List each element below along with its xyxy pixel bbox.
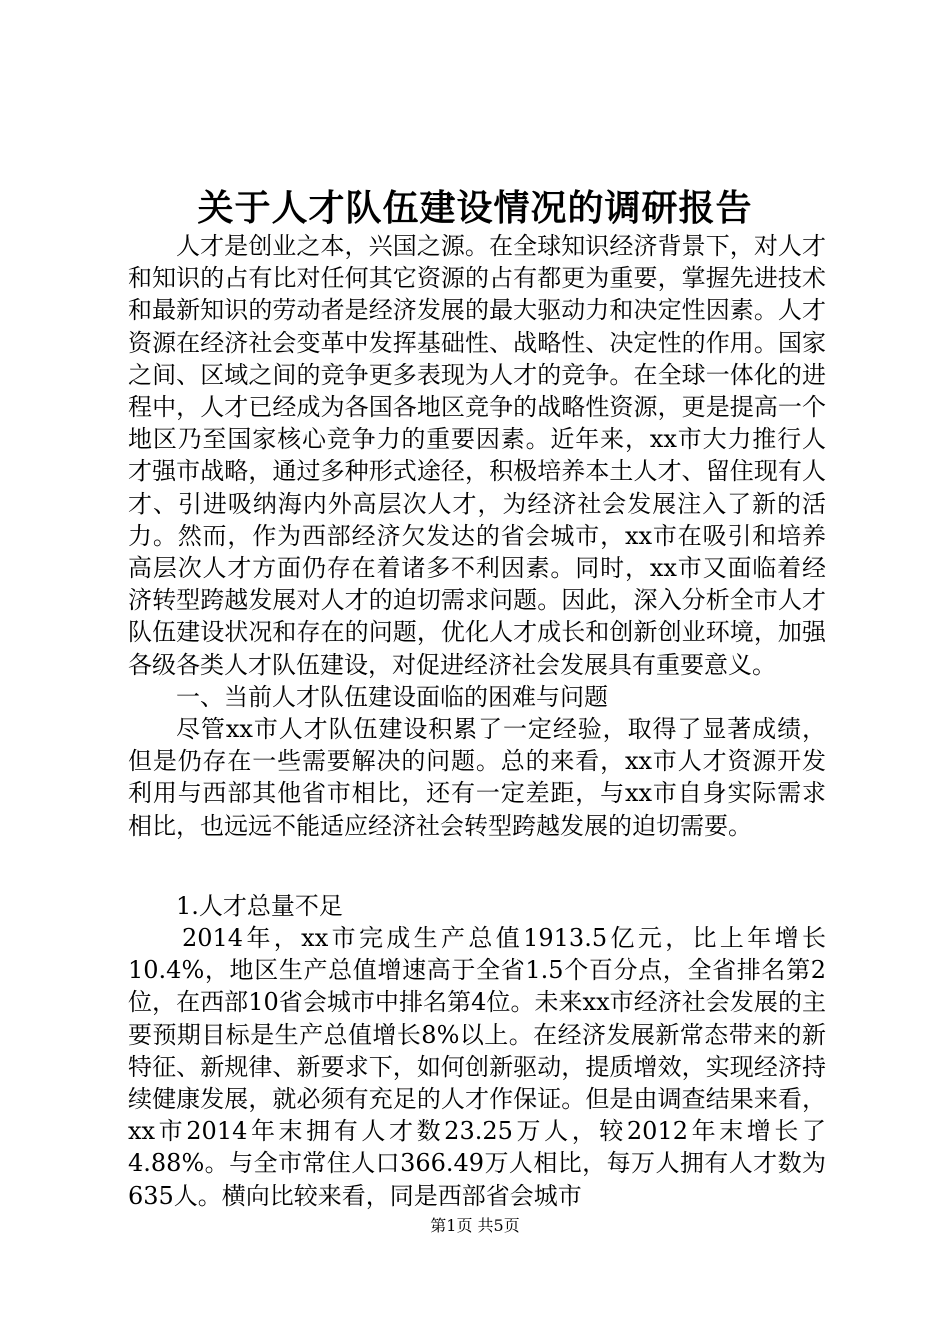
section-paragraph: 尽管xx市人才队伍建设积累了一定经验，取得了显著成绩，但是仍存在一些需要解决的问题。总的来看，xx市人才资源开发利用与西部其他省市相比，还有一定差距，与xx市自身实际需求相比，也远远不能适应经济社会转型跨越发展的迫切需要。 — [128, 715, 826, 840]
subsection-heading: 1.人才总量不足 — [176, 891, 343, 920]
document-body — [128, 230, 826, 1212]
page-footer: 第1页 共5页 — [430, 1216, 520, 1235]
intro-paragraph: 人才是创业之本，兴国之源。在全球知识经济背景下，对人才和知识的占有比对任何其它资源的占有都更为重要，掌握先进技术和最新知识的劳动者是经济发展的最大驱动力和决定性因素。人才资源在经济社会变革中发挥基础性、战略性、决定性的作用。国家之间、区域之间的竞争更多表现为人才的竞争。在全球一体化的进程中，人才已经成为各国各地区竞争的战略性资源，更是提高一个地区乃至国家核心竞争力的重要因素。近年来，xx市大力推行人才强市战略，通过多种形式途径，积极培养本土人才、留住现有人才、引进吸纳海内外高层次人才，为经济社会发展注入了新的活力。然而，作为西部经济欠发达的省会城市，xx市在吸引和培养高层次人才方面仍存在着诸多不利因素。同时，xx市又面临着经济转型跨越发展对人才的迫切需求问题。因此，深入分析全市人才队伍建设状况和存在的问题，优化人才成长和创新创业环境，加强各级各类人才队伍建设，对促进经济社会发展具有重要意义。 — [128, 232, 826, 679]
paragraph-spacer — [128, 842, 826, 890]
document-title: 关于人才队伍建设情况的调研报告 — [197, 187, 753, 229]
section-heading: 一、当前人才队伍建设面临的困难与问题 — [176, 682, 608, 711]
subsection-paragraph: 2014年，xx市完成生产总值1913.5亿元，比上年增长10.4%，地区生产总值增速高于全省1.5个百分点，全省排名第2位，在西部10省会城市中排名第4位。未来xx市经济社会发展的主要预期目标是生产总值增长8%以上。在经济发展新常态带来的新特征、新规律、新要求下，如何创新驱动，提质增效，实现经济持续健康发展，就必须有充足的人才作保证。但是由调查结果来看，xx市2014年末拥有人才数23.25万人，较2012年末增长了4.88%。与全市常住人口366.49万人相比，每万人拥有人才数为635人。横向比较来看，同是西部省会城市 — [128, 924, 826, 1210]
